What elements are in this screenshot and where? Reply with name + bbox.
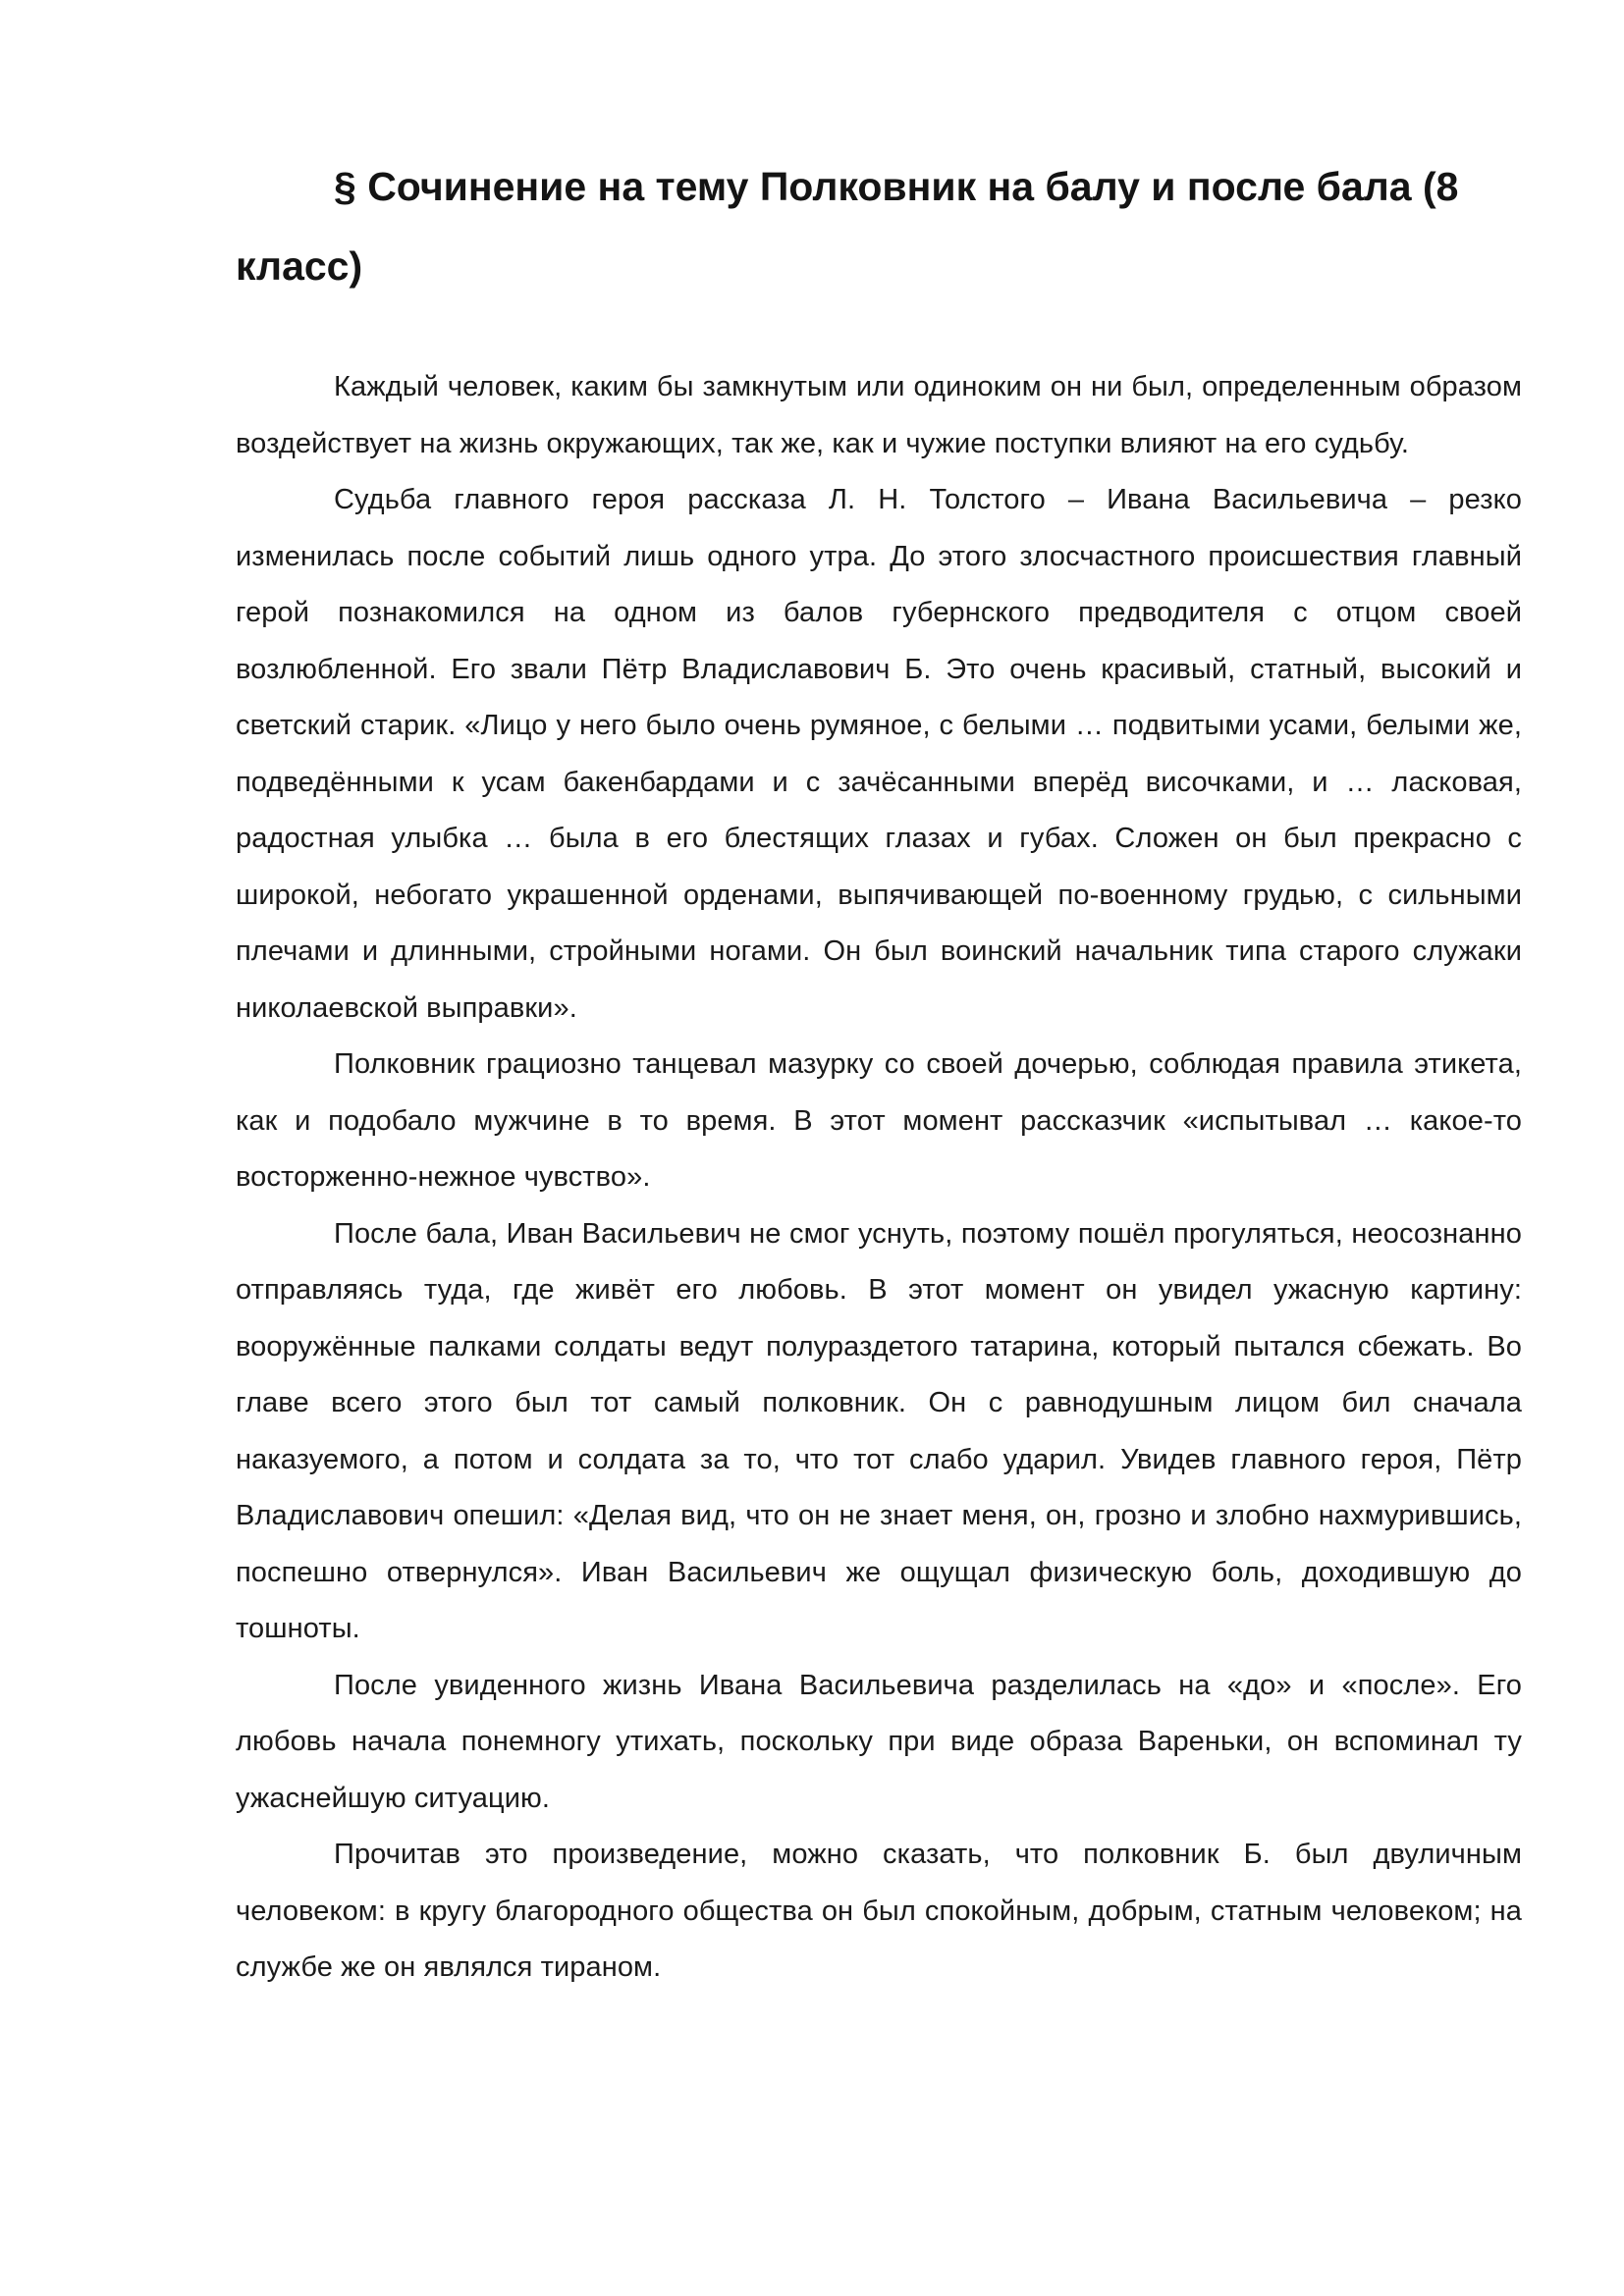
document-content (236, 147, 1522, 1997)
paragraph: Полковник грациозно танцевал мазурку со своей дочерью, соблюдая правила этикета, как и подобало мужчине в то время. В этот момент рассказчик «испытывал … какое-то восторженно-нежное чувство». (236, 1048, 1522, 1193)
paragraph: После увиденного жизнь Ивана Васильевича разделилась на «до» и «после». Его любовь начала понемногу утихать, поскольку при виде образа Вареньки, он вспоминал ту ужаснейшую ситуацию. (236, 1669, 1522, 1814)
paragraph: После бала, Иван Васильевич не смог уснуть, поэтому пошёл прогуляться, неосознанно отправляясь туда, где живёт его любовь. В этот момент он увидел ужасную картину: вооружённые палками солдаты ведут полураздетого татарина, который пытался сбежать. Во главе всего этого был тот самый полковник. Он с равнодушным лицом бил сначала наказуемого, а потом и солдата за то, что тот слабо ударил. Увидев главного героя, Пётр Владиславович опешил: «Делая вид, что он не знает меня, он, грозно и злобно нахмурившись, поспешно отвернулся». Иван Васильевич же ощущал физическую боль, доходившую до тошноты. (236, 1217, 1522, 1644)
paragraph: Судьба главного героя рассказа Л. Н. Толстого – Ивана Васильевича – резко изменилась после событий лишь одного утра. До этого злосчастного происшествия главный герой познакомился на одном из балов губернского предводителя с отцом своей возлюбленной. Его звали Пётр Владиславович Б. Это очень красивый, статный, высокий и светский старик. «Лицо у него было очень румяное, с белыми … подвитыми усами, белыми же, подведёнными к усам бакенбардами и с зачёсанными вперёд височками, и … ласковая, радостная улыбка … была в его блестящих глазах и губах. Сложен он был прекрасно с широкой, небогато украшенной орденами, выпячивающей по-военному грудью, с сильными плечами и длинными, стройными ногами. Он был воинский начальник типа старого служаки николаевской выправки». (236, 484, 1522, 1024)
paragraph: Каждый человек, каким бы замкнутым или одиноким он ни был, определенным образом воздействует на жизнь окружающих, так же, как и чужие поступки влияют на его судьбу. (236, 371, 1522, 459)
paragraph: Прочитав это произведение, можно сказать, что полковник Б. был двуличным человеком: в кругу благородного общества он был спокойным, добрым, статным человеком; на службе же он являлся тираном. (236, 1839, 1522, 1983)
document-title: § Сочинение на тему Полковник на балу и после бала (8 класс) (236, 164, 1459, 289)
document-body (236, 359, 1522, 1997)
